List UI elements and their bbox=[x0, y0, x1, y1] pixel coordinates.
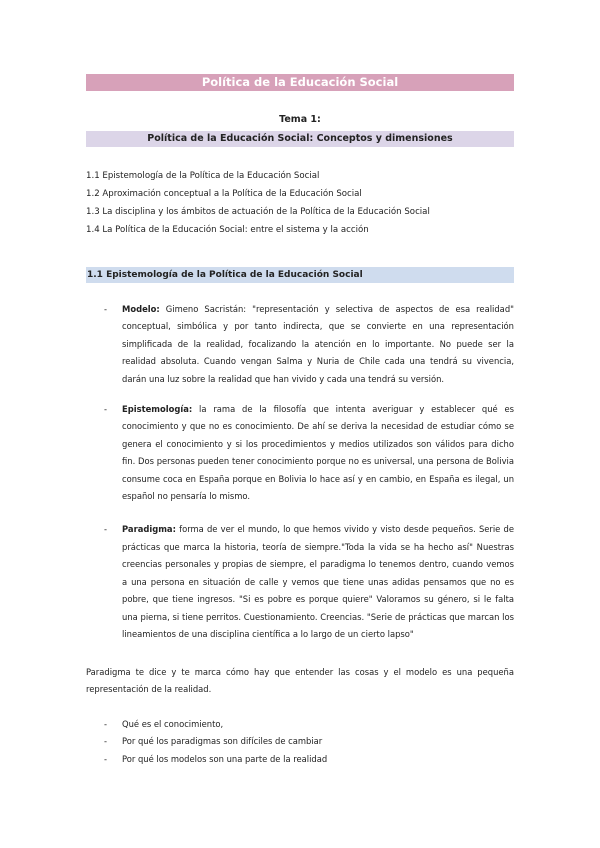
question-item bbox=[86, 733, 514, 750]
question-item bbox=[86, 751, 514, 768]
definition-item bbox=[86, 521, 514, 643]
section-heading: 1.1 Epistemología de la Política de la Educación Social bbox=[86, 267, 514, 283]
definition-text: Gimeno Sacristán: "representación y selectiva de aspectos de esa realidad" conceptual, simbólica y por tanto indirecta, que se convierte en una representación simplificada de la realidad, focalizando la atención en lo importante. No puede ser la realidad absoluta. Cuando vengan Salma y Nuria de Chile cada una tendrá su vivencia, darán una luz sobre la realidad que han vivido y cada una tendrá su versión. bbox=[122, 304, 514, 384]
question-list bbox=[86, 716, 514, 768]
definition-term: Epistemología: bbox=[122, 404, 193, 415]
question-text: Qué es el conocimiento, bbox=[122, 719, 224, 729]
bullet-dash: - bbox=[104, 719, 108, 729]
bullet-dash: - bbox=[104, 304, 108, 314]
tema-label: Tema 1: bbox=[279, 114, 321, 125]
toc-item: 1.1 Epistemología de la Política de la Educación Social bbox=[86, 171, 320, 181]
toc-item: 1.3 La disciplina y los ámbitos de actuación de la Política de la Educación Social bbox=[86, 207, 430, 217]
bullet-dash: - bbox=[104, 524, 108, 535]
definition-term: Modelo: bbox=[122, 304, 160, 314]
bullet-dash: - bbox=[104, 753, 108, 764]
definition-item bbox=[86, 401, 514, 505]
table-of-contents bbox=[86, 167, 516, 239]
definition-text: la rama de la filosofía que intenta averiguar y establecer qué es conocimiento y que no es conocimiento. De ahí se deriva la necesidad de estudiar cómo se genera el conocimiento y si los procedimientos y medios utilizados son válidos para dicho fin. Dos personas pueden tener conocimiento porque no es universal, una persona de Bolivia consume coca en España porque en Bolivia lo hace así y en cambio, en España es ilegal, un español no pensaría lo mismo. bbox=[122, 404, 514, 502]
document-title: Política de la Educación Social bbox=[86, 74, 514, 91]
toc-item: 1.4 La Política de la Educación Social: entre el sistema y la acción bbox=[86, 225, 369, 235]
summary-paragraph: Paradigma te dice y te marca cómo hay que entender las cosas y el modelo es una pequeña representación de la realidad. bbox=[86, 667, 514, 695]
question-item bbox=[86, 716, 514, 733]
definition-item bbox=[86, 301, 514, 388]
definition-term: Paradigma: bbox=[122, 524, 176, 535]
question-text: Por qué los paradigmas son difíciles de cambiar bbox=[122, 736, 323, 747]
toc-item: 1.2 Aproximación conceptual a la Política de la Educación Social bbox=[86, 189, 362, 199]
definition-list bbox=[86, 301, 514, 656]
question-text: Por qué los modelos son una parte de la realidad bbox=[122, 753, 328, 764]
bullet-dash: - bbox=[104, 404, 108, 415]
tema-subtitle: Política de la Educación Social: Conceptos y dimensiones bbox=[86, 131, 514, 147]
definition-text: forma de ver el mundo, lo que hemos vivido y visto desde pequeños. Serie de prácticas que marca la historia, teoría de siempre."Toda la vida se ha hecho así" Nuestras creencias personales y propias de siempre, el paradigma lo tenemos dentro, cuando vemos a una persona en situación de calle y vemos que tiene unas adidas pensamos que no es pobre, que tiene ingresos. "Si es pobre es porque quiere" Valoramos su género, si le falta una pierna, si tiene perritos. Cuestionamiento. Creencias. "Serie de prácticas que marcan los lineamientos de una disciplina científica a lo largo de un cierto lapso" bbox=[122, 524, 514, 639]
bullet-dash: - bbox=[104, 736, 108, 747]
